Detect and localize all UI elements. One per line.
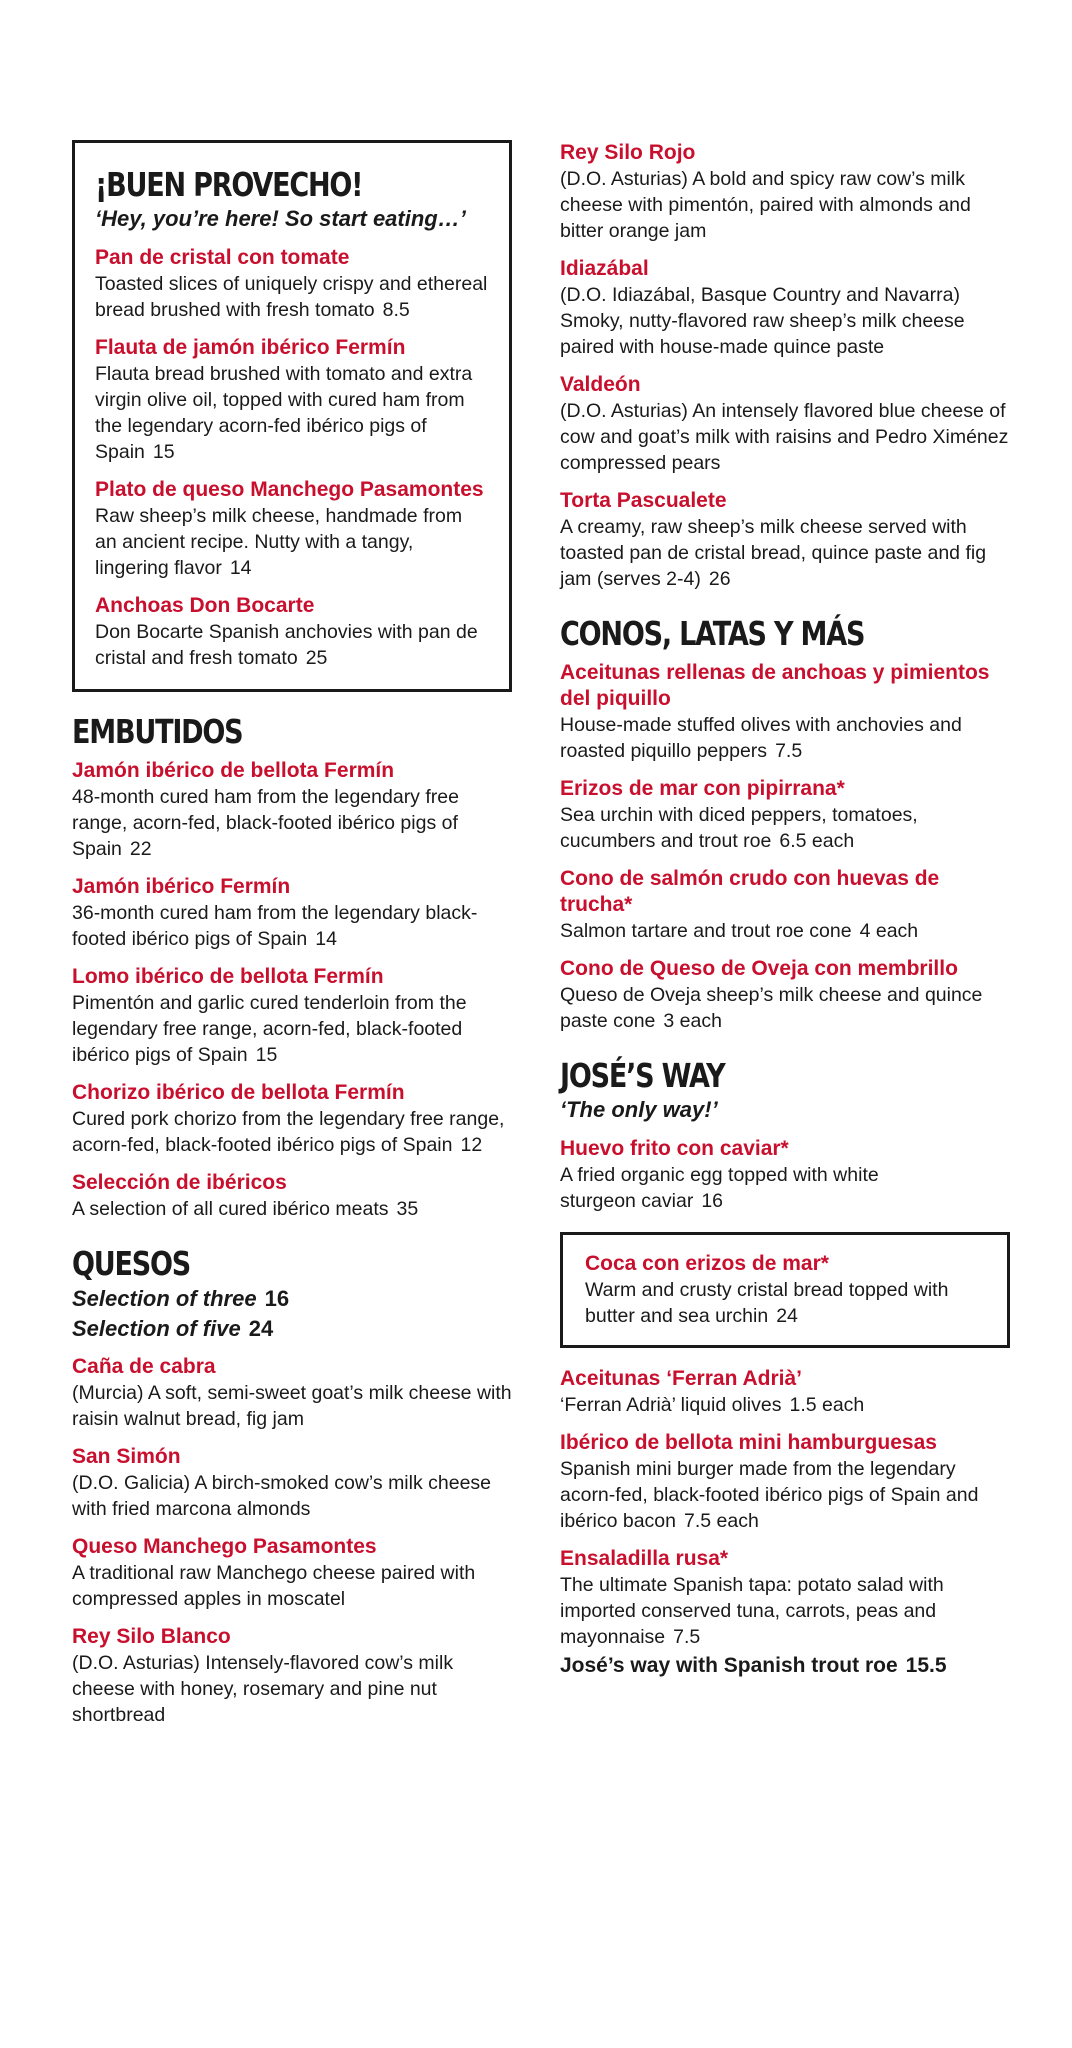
buen-provecho-title: ¡BUEN PROVECHO!: [95, 165, 363, 204]
item-description: A selection of all cured ibérico meats 35: [72, 1198, 419, 1220]
item-name: Ibérico de bellota mini hamburguesas: [560, 1431, 937, 1454]
item-name: Plato de queso Manchego Pasamontes: [95, 478, 484, 501]
item-description: (D.O. Asturias) Intensely-flavored cow’s milk cheese with honey, rosemary and pine nut shortbread: [72, 1652, 454, 1726]
embutidos-section: [72, 712, 512, 1222]
item-description: Salmon tartare and trout roe cone 4 each: [560, 920, 919, 942]
item-name: Queso Manchego Pasamontes: [72, 1535, 377, 1558]
menu-item: [560, 956, 1010, 1034]
menu-item: [560, 1136, 1010, 1214]
embutidos-title: EMBUTIDOS: [72, 712, 243, 751]
quesos-title: QUESOS: [72, 1244, 191, 1283]
menu-item: [72, 1080, 512, 1158]
conos-title: CONOS, LATAS Y MÁS: [560, 614, 865, 653]
menu-item: [560, 256, 1010, 360]
item-name: Selección de ibéricos: [72, 1171, 287, 1194]
item-name: Cono de Queso de Oveja con membrillo: [560, 957, 958, 980]
item-name: Jamón ibérico Fermín: [72, 875, 291, 898]
item-description: 48-month cured ham from the legendary free range, acorn-fed, black-footed ibérico pigs of Spain 22: [72, 786, 459, 860]
item-name: Jamón ibérico de bellota Fermín: [72, 759, 395, 782]
item-description: Pimentón and garlic cured tenderloin from the legendary free range, acorn-fed, black-footed ibérico pigs of Spain 15: [72, 992, 467, 1066]
item-name: Cono de salmón crudo con huevas de trucha*: [560, 867, 940, 916]
menu-item: [560, 488, 1010, 592]
item-description: 36-month cured ham from the legendary black-footed ibérico pigs of Spain 14: [72, 902, 478, 950]
item-name: Idiazábal: [560, 257, 649, 280]
item-price: 12: [460, 1134, 483, 1156]
item-price: 3 each: [663, 1010, 722, 1032]
menu-item: [95, 477, 489, 581]
menu-item: [560, 1546, 1010, 1650]
menu-item: [95, 593, 489, 671]
conos-section: [560, 614, 1010, 1034]
item-name: Torta Pascualete: [560, 489, 727, 512]
selection-of-three: Selection of three 16: [72, 1286, 290, 1311]
item-name: Rey Silo Blanco: [72, 1625, 231, 1648]
item-price: 8.5: [382, 299, 410, 321]
item-name: Valdeón: [560, 373, 641, 396]
item-name: San Simón: [72, 1445, 181, 1468]
item-description: The ultimate Spanish tapa: potato salad with imported conserved tuna, carrots, peas and mayonnaise 7.5: [560, 1574, 944, 1648]
joses-way-title: JOSÉ’S WAY: [560, 1056, 725, 1095]
item-description: Toasted slices of uniquely crispy and ethereal bread brushed with fresh tomato 8.5: [95, 273, 488, 321]
selection-price: 16: [264, 1286, 290, 1311]
item-description: Raw sheep’s milk cheese, handmade from an ancient recipe. Nutty with a tangy, lingering flavor 14: [95, 505, 463, 579]
item-name: Huevo frito con caviar*: [560, 1137, 789, 1160]
menu-item: [72, 1444, 512, 1522]
item-price: 14: [229, 557, 252, 579]
item-description: Spanish mini burger made from the legendary acorn-fed, black-footed ibérico pigs of Spain and ibérico bacon 7.5 each: [560, 1458, 979, 1532]
buen-provecho-tagline: ‘Hey, you’re here! So start eating…’: [95, 206, 466, 231]
item-name: Aceitunas rellenas de anchoas y pimientos del piquillo: [560, 661, 990, 710]
item-price: 25: [305, 647, 328, 669]
item-name: Caña de cabra: [72, 1355, 216, 1378]
item-price: 16: [701, 1190, 724, 1212]
item-name: Aceitunas ‘Ferran Adrià’: [560, 1367, 802, 1390]
joses-way-tagline: ‘The only way!’: [560, 1097, 718, 1122]
menu-item: [72, 1624, 512, 1728]
item-description: Cured pork chorizo from the legendary free range, acorn-fed, black-footed ibérico pigs of Spain 12: [72, 1108, 505, 1156]
item-description: (D.O. Asturias) A bold and spicy raw cow’s milk cheese with pimentón, paired with almonds and bitter orange jam: [560, 168, 971, 242]
item-price: 15: [152, 441, 175, 463]
item-price: 24: [776, 1305, 798, 1327]
item-description: Don Bocarte Spanish anchovies with pan de cristal and fresh tomato 25: [95, 621, 478, 669]
joses-way-extra: José’s way with Spanish trout roe 15.5: [560, 1654, 947, 1677]
item-price: 7.5: [775, 740, 803, 762]
item-price: 14: [315, 928, 337, 950]
item-description: (D.O. Asturias) An intensely flavored blue cheese of cow and goat’s milk with raisins and Pedro Ximénez compressed pears: [560, 400, 1009, 474]
item-description: (D.O. Galicia) A birch-smoked cow’s milk cheese with fried marcona almonds: [72, 1472, 492, 1520]
menu-item: [560, 140, 1010, 244]
item-description: A fried organic egg topped with white sturgeon caviar 16: [560, 1164, 879, 1212]
right-column: [560, 140, 1010, 1680]
item-description: Sea urchin with diced peppers, tomatoes, cucumbers and trout roe 6.5 each: [560, 804, 918, 852]
item-price: 22: [129, 838, 152, 860]
featured-item-box: [560, 1232, 1010, 1348]
item-name: Ensaladilla rusa*: [560, 1547, 729, 1570]
quesos-section: [72, 1244, 512, 1728]
left-column: [72, 140, 512, 1740]
extra-price: 15.5: [905, 1654, 947, 1677]
item-description: Flauta bread brushed with tomato and extra virgin olive oil, topped with cured ham from the legendary acorn-fed ibérico pigs of Spain 15: [95, 363, 473, 463]
item-price: 7.5: [673, 1626, 701, 1648]
item-name: Chorizo ibérico de bellota Fermín: [72, 1081, 405, 1104]
item-name: Lomo ibérico de bellota Fermín: [72, 965, 384, 988]
item-price: 15: [255, 1044, 278, 1066]
item-price: 26: [708, 568, 731, 590]
menu-item: [72, 1354, 512, 1432]
item-description: Queso de Oveja sheep’s milk cheese and quince paste cone 3 each: [560, 984, 983, 1032]
item-description: House-made stuffed olives with anchovies and roasted piquillo peppers 7.5: [560, 714, 962, 762]
item-name: Flauta de jamón ibérico Fermín: [95, 336, 406, 359]
item-name: Anchoas Don Bocarte: [95, 594, 315, 617]
item-name: Pan de cristal con tomate: [95, 246, 350, 269]
selection-price: 24: [248, 1316, 274, 1341]
menu-item: [560, 1366, 1010, 1418]
item-description: (Murcia) A soft, semi-sweet goat’s milk cheese with raisin walnut bread, fig jam: [72, 1382, 512, 1430]
menu-item: [560, 660, 1010, 764]
quesos-continued: [560, 140, 1010, 592]
item-description: (D.O. Idiazábal, Basque Country and Navarra) Smoky, nutty-flavored raw sheep’s milk cheese paired with house-made quince paste: [560, 284, 965, 358]
selection-of-five: Selection of five 24: [72, 1316, 274, 1341]
item-name: Erizos de mar con pipirrana*: [560, 777, 845, 800]
item-price: 35: [396, 1198, 419, 1220]
menu-item: [72, 964, 512, 1068]
joses-way-section: [560, 1056, 1010, 1680]
menu-item: [560, 776, 1010, 854]
item-price: 4 each: [859, 920, 919, 942]
menu-item: [560, 1430, 1010, 1534]
item-description: A traditional raw Manchego cheese paired with compressed apples in moscatel: [72, 1562, 476, 1610]
menu-item: [72, 1170, 512, 1222]
item-description: ‘Ferran Adrià’ liquid olives 1.5 each: [560, 1394, 865, 1416]
menu-item: [72, 758, 512, 862]
menu-item: [95, 245, 489, 323]
menu-item: [95, 335, 489, 465]
item-price: 7.5 each: [684, 1510, 759, 1532]
menu-item: [560, 372, 1010, 476]
menu-item: [72, 874, 512, 952]
item-price: 1.5 each: [789, 1394, 865, 1416]
menu-item: [585, 1251, 985, 1329]
menu-item: [560, 866, 1010, 944]
menu-item: [72, 1534, 512, 1612]
item-price: 6.5 each: [779, 830, 855, 852]
item-description: Warm and crusty cristal bread topped with butter and sea urchin 24: [585, 1279, 949, 1327]
item-description: A creamy, raw sheep’s milk cheese served with toasted pan de cristal bread, quince paste and fig jam (serves 2-4) 26: [560, 516, 987, 590]
item-name: Rey Silo Rojo: [560, 141, 696, 164]
buen-provecho-box: [72, 140, 512, 692]
item-name: Coca con erizos de mar*: [585, 1252, 829, 1275]
